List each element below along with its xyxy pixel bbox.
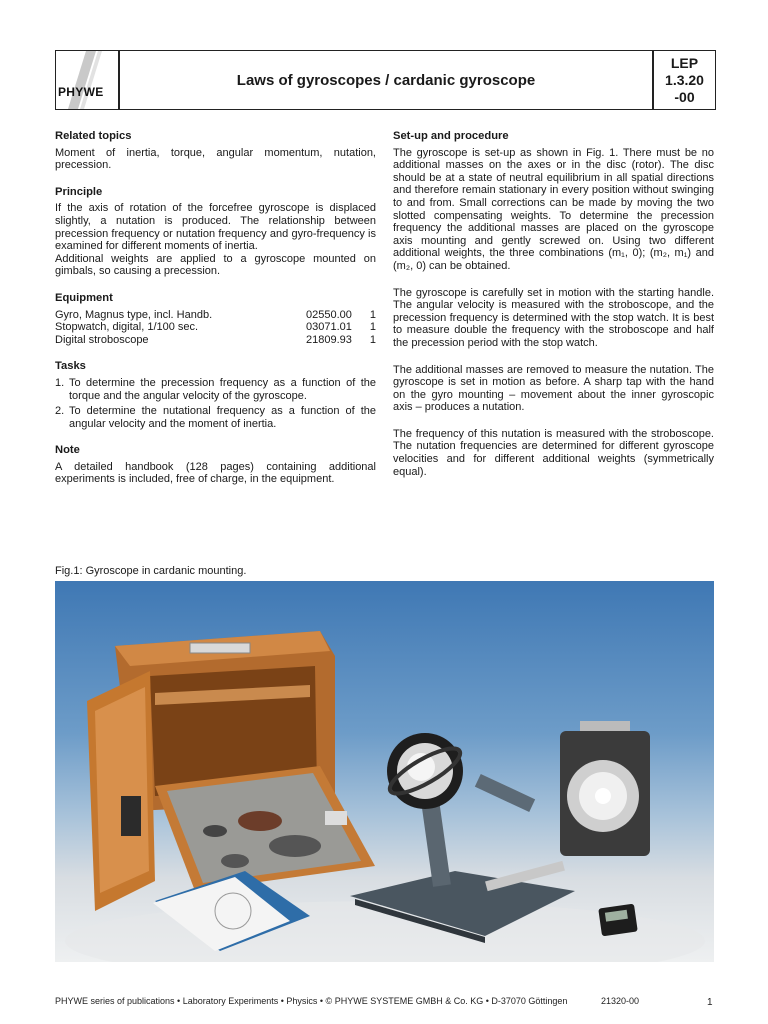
equipment-row [55,321,376,334]
equipment-section [55,292,376,346]
note-heading: Note [55,444,80,457]
tasks-heading: Tasks [55,360,86,373]
left-column [55,130,376,500]
task-item [55,405,376,430]
task-number: 1. [55,376,65,389]
task-number: 2. [55,405,65,418]
equipment-number: 21809.93 [306,333,352,346]
page-number: 1 [707,997,713,1008]
mass-combinations: (m₁, 0); (m₂, m₁) and (m₂, 0) can be obtained. [393,247,714,272]
gyroscope-photo [55,581,714,962]
tasks-list [55,377,376,430]
stopwatch [598,904,638,937]
related-topics-heading: Related topics [55,130,132,142]
setup-paragraph-1 [393,147,714,273]
setup-paragraph-2: The gyroscope is carefully set in motion with the starting handle. The angular velocity is measured with the stroboscope, and the precession frequency is determined with the stop watch. It is best to measure double the frequency with the stroboscope and half the precession period with the stop watch. [393,286,714,349]
stroboscope [560,721,650,856]
setup-paragraph-4: The frequency of this nutation is measured with the stroboscope. The nutation frequencies are determined for different gyroscope velocities and for different additional weights (symmetrically equal). [393,427,714,478]
setup-heading: Set-up and procedure [393,130,509,142]
principle-heading: Principle [55,185,103,198]
equipment-number: 02550.00 [306,308,352,321]
equipment-qty: 1 [369,333,376,346]
principle-section [55,186,376,278]
principle-text-2: Additional weights are applied to a gyroscope mounted on gimbals, so causing a precession. [55,252,376,278]
footer-text: PHYWE series of publications • Laboratory Experiments • Physics • © PHYWE SYSTEME GMBH & Co. KG • D-37070 Göttingen [55,996,568,1006]
equipment-name: Stopwatch, digital, 1/100 sec. [55,321,199,334]
figure-caption: Fig.1: Gyroscope in cardanic mounting. [55,565,247,577]
note-text: A detailed handbook (128 pages) containing additional experiments is included, free of charge, in the equipment. [55,460,376,486]
tasks-section [55,360,376,430]
setup-paragraph-3: The additional masses are removed to measure the nutation. The gyroscope is set in motion as before. A sharp tap with the hand on the gyro mounting – movement about the inner gyroscopic axis – produces a nutation. [393,363,714,414]
equipment-row [55,334,376,347]
page-title: Laws of gyroscopes / cardanic gyroscope [236,71,536,89]
wooden-case [87,631,375,911]
equipment-name: Digital stroboscope [55,333,149,346]
related-topics-text: Moment of inertia, torque, angular momentum, nutation, precession. [55,146,376,172]
code-line-3: -00 [674,88,695,105]
related-topics-section [55,130,376,172]
setup-paragraph-1-text: The gyroscope is set-up as shown in Fig. 1. There must be no additional masses on the axes or in the disc (rotor). The disc should be at a state of neutral equilibrium in all spatial directions and therefore remain stationary in every position without swinging to and from. Small corrections can be made by moving the two slotted compensating weights. To determine the precession frequency the additional masses are placed on the gyroscope axis mounting and gently screwed on. Using two different additional weights, the three combinations [393,146,714,260]
note-section [55,444,376,486]
experiment-code-box [653,50,716,110]
equipment-qty: 1 [369,321,376,334]
principle-text-1: If the axis of rotation of the forcefree gyroscope is displaced slightly, a nutation is produced. The relationship between precession frequency or nutation frequency and gyro-frequency is examined for different moments of inertia. [55,202,376,253]
task-item [55,377,376,402]
title-box [119,50,653,110]
task-text: To determine the nutational frequency as a function of the angular velocity and the moment of inertia. [69,405,376,430]
task-text: To determine the precession frequency as a function of the torque and the angular velocity of the gyroscope. [69,376,376,402]
code-line-2: 1.3.20 [665,71,704,88]
code-line-1: LEP [670,54,699,71]
phywe-logo [55,50,119,110]
equipment-heading: Equipment [55,291,113,304]
footer-code: 21320-00 [601,996,640,1006]
equipment-number: 03071.01 [306,321,352,334]
equipment-row [55,309,376,322]
gyroscope-illustration [55,581,714,962]
logo-text: PHYWE [58,85,104,99]
equipment-name: Gyro, Magnus type, incl. Handb. [55,308,213,321]
equipment-qty: 1 [369,308,376,321]
right-column [393,130,714,492]
logo-slash-graphic [56,51,118,109]
